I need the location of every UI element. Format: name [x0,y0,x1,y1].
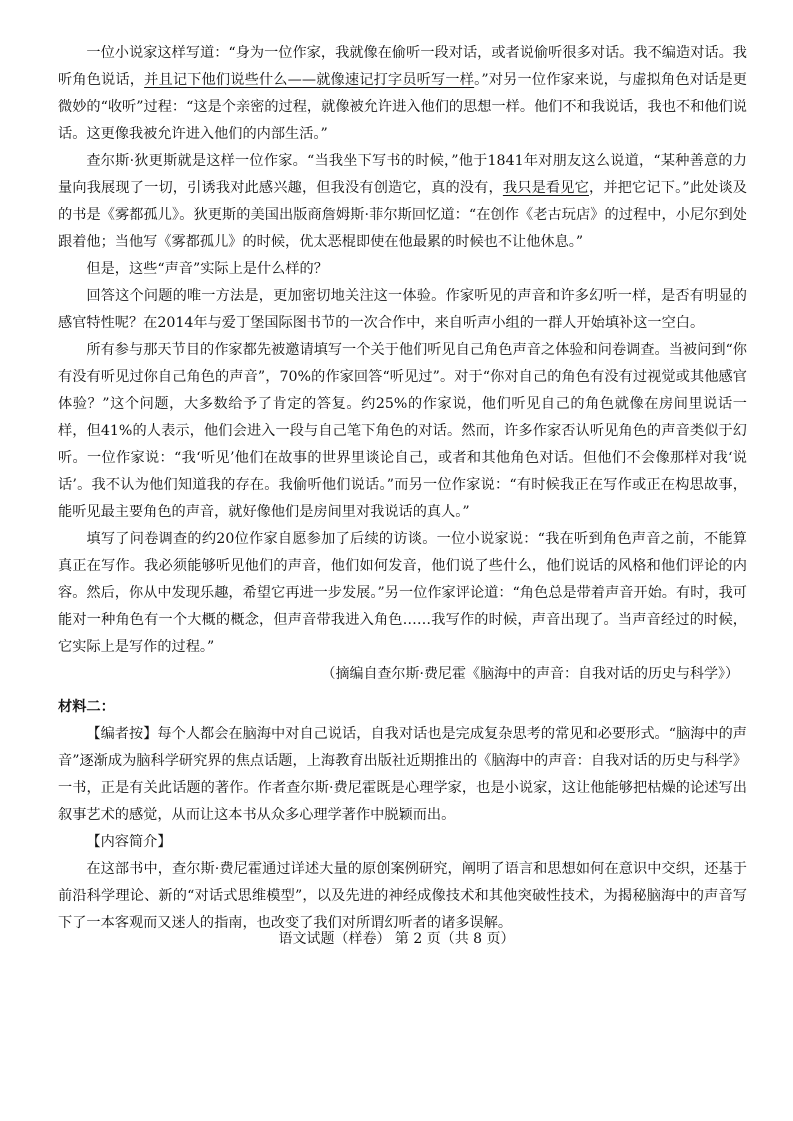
material-two-heading: 材料二： [58,699,115,715]
paragraph-answer-method: 回答这个问题的唯一方法是，更加密切地关注这一体验。作家听见的声音和许多幻听一样，是否有明显的感官特性呢？在2014年与爱丁堡国际图书节的一次合作中，来自听声小组的一群人开始填补这一空白。 [58,288,747,331]
text-segment: 一位小说家这样写道：“身为一位作家，我就像在偷听一段对话，或者说偷听很多对话。我不编造对话。我听角色说话， [58,45,747,88]
underlined-text: 并且记下他们说些什么——就像速记打字员听写一样 [144,72,475,88]
intro-paragraph: 在这部书中，查尔斯·费尼霍通过详述大量的原创案例研究，阐明了语言和思想如何在意识中交织，还基于前沿科学理论、新的“对话式思维模型”，以及先进的神经成像技术和其他突破性技术，为揭秘脑海中的声音写下了一本客观而又迷人的指南，也改变了我们对所谓幻听者的诸多误解。 [58,861,747,931]
source-citation: （摘编自查尔斯·费尼霍《脑海中的声音：自我对话的历史与科学》） [321,666,739,682]
text-segment: ，并把它记下。”此处谈及的书是《雾都孤儿》。狄更斯的美国出版商詹姆斯·菲尔斯回忆道：“在创作《老古玩店》的过程中，小尼尔到处跟着他；当他写《雾都孤儿》的时候，优太恶棍即使在他最累的时候也不让他休息。” [58,180,747,250]
intro-heading: 【内容简介】 [86,834,172,850]
underlined-text: 我只是看见它 [502,180,589,196]
paragraph-survey: 所有参与那天节目的作家都先被邀请填写一个关于他们听见自己角色声音之体验和问卷调查。当被问到“你有没有听见过你自己角色的声音”，70%的作家回答“听见过”。对于“你对自己的角色有没有过视觉或其他感官体验？”这个问题，大多数给予了肯定的答复。约25%的作家说，他们听见自己的角色就像在房间里说话一样，但41%的人表示，他们会进入一段与自己笔下角色的对话。然而，许多作家否认听见角色的声音类似于幻听。一位作家说：“我‘听见’他们在故事的世界里谈论自己，或者和其他角色对话。但他们不会像那样对我‘说话’。我不认为他们知道我的存在。我偷听他们说话。”而另一位作家说：“有时候我正在写作或正在构思故事，能听见最主要角色的声音，就好像他们是房间里对我说话的真人。” [58,342,747,520]
text-segment: 查尔斯·狄更斯就是这样一位作家。“当我坐下写书的时候，”他于1841年对朋友这么说道，“某种善意的力量向我展现了一切，引诱我对此感兴趣，但我没有创造它，真的没有， [58,153,747,196]
page-footer: 语文试题（样卷） 第 2 页（共 8 页） [278,931,515,947]
paragraph-novelist-quote [58,40,747,148]
paragraph-dickens [58,148,747,256]
text-segment: 。”对另一位作家来说，与虚拟角色对话是更微妙的“收听”过程：“这是个亲密的过程，就像被允许进入他们的思想一样。他们不和我说话，我也不和他们说话。这更像我被允许进入他们的内部生活。” [58,72,747,142]
paragraph-question: 但是，这些“声音”实际上是什么样的？ [86,261,328,277]
paragraph-interviews: 填写了问卷调查的约20位作家自愿参加了后续的访谈。一位小说家说：“我在听到角色声音之前，不能算真正在写作。我必须能够听见他们的声音，他们如何发音，他们说了些什么，他们说话的风格和他们评论的内容。然后，你从中发现乐趣，希望它再进一步发展。”另一位作家评论道：“角色总是带着声音开始。有时，我可能对一种角色有一个大概的概念，但声音带我进入角色……我写作的时候，声音出现了。当声音经过的时候，它实际上是写作的过程。” [58,531,747,655]
editor-note: 【编者按】每个人都会在脑海中对自己说话，自我对话也是完成复杂思考的常见和必要形式。“脑海中的声音”逐渐成为脑科学研究界的焦点话题，上海教育出版社近期推出的《脑海中的声音：自我对话的历史与科学》一书，正是有关此话题的著作。作者查尔斯·费尼霍既是心理学家，也是小说家，这让他能够把枯燥的论述写出叙事艺术的感觉，从而让这本书从众多心理学著作中脱颖而出。 [58,726,747,823]
